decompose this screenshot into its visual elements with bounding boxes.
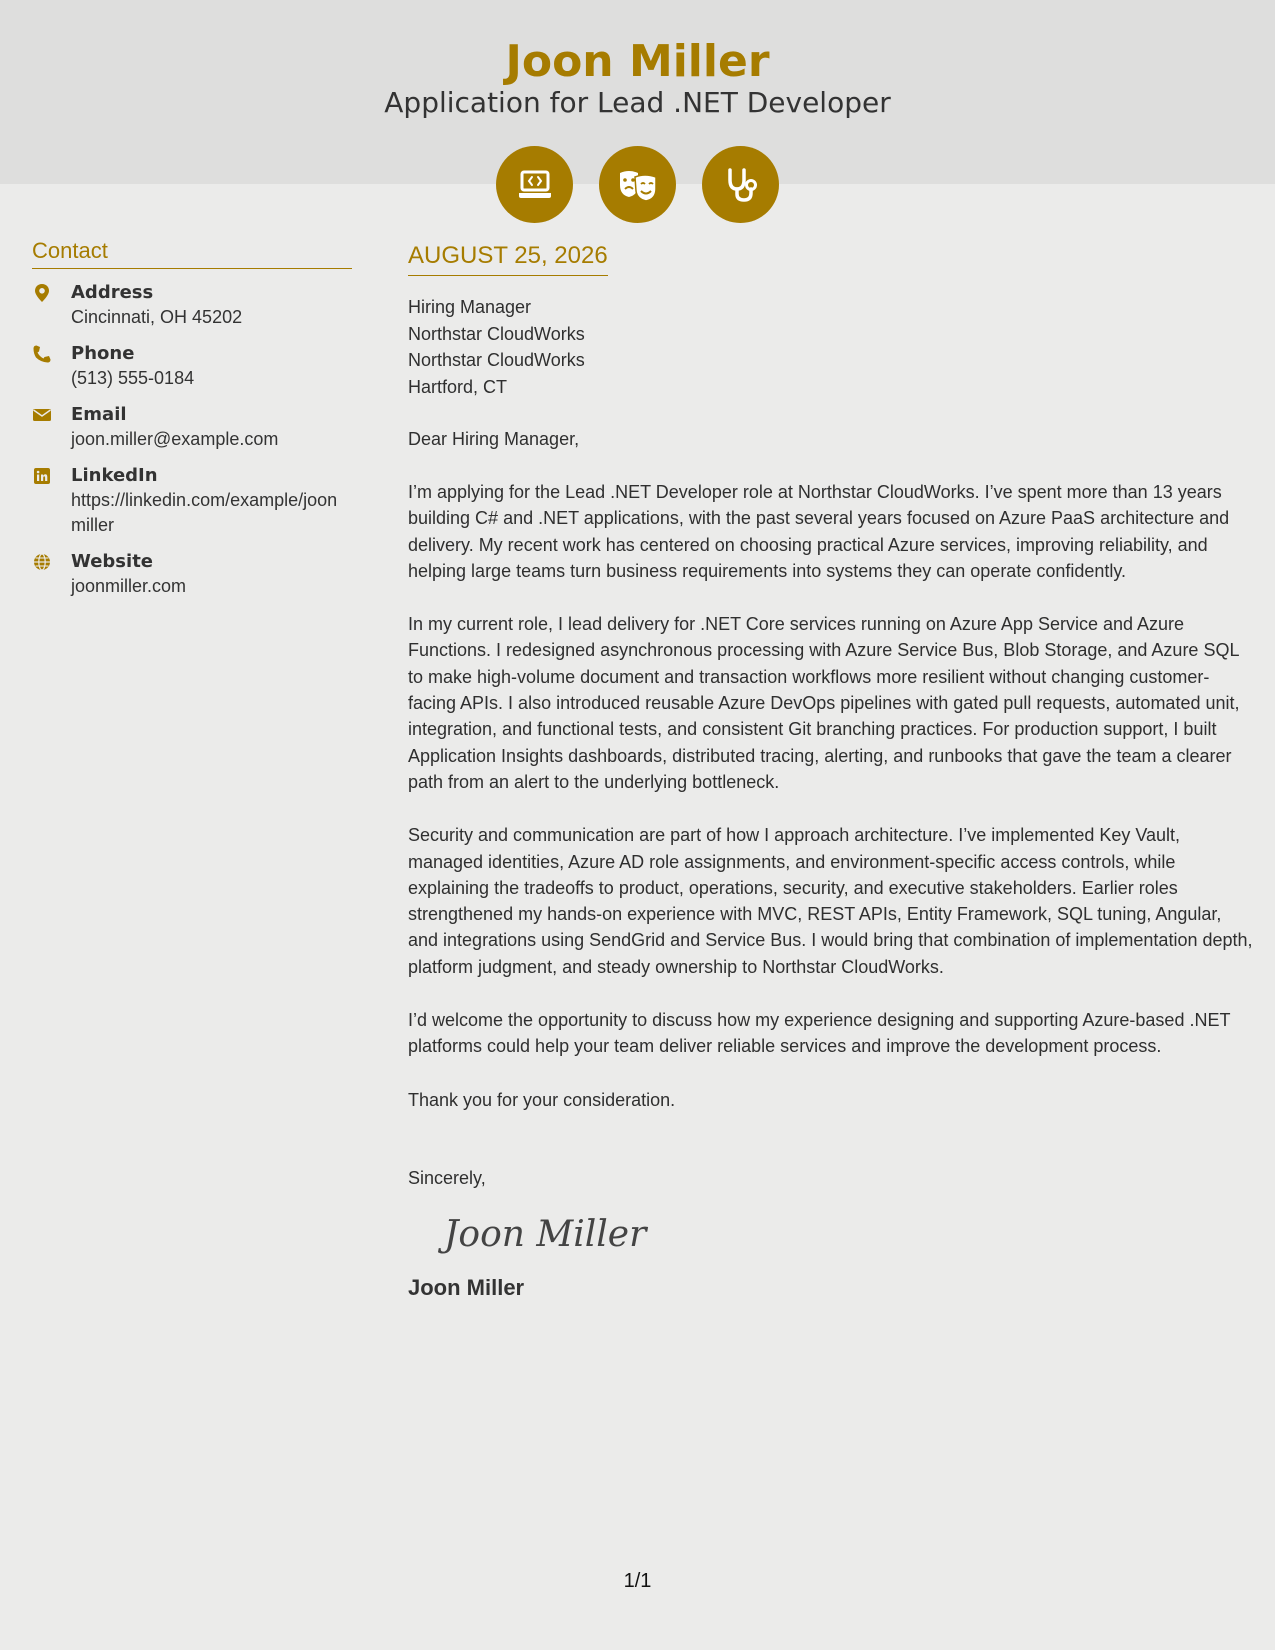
contact-linkedin xyxy=(32,464,352,538)
contact-label: Email xyxy=(71,404,127,425)
page-number: 1/1 xyxy=(623,1570,652,1592)
contact-phone xyxy=(32,342,352,391)
recipient-line: Northstar CloudWorks xyxy=(408,323,585,344)
letter-body xyxy=(408,240,1253,1303)
laptop-code-icon xyxy=(496,146,573,223)
signature: Joon Miller xyxy=(444,1213,647,1255)
letter-date: AUGUST 25, 2026 xyxy=(408,240,608,276)
contact-sidebar xyxy=(32,236,352,611)
stethoscope-icon xyxy=(702,146,779,223)
phone-value: (513) 555-0184 xyxy=(71,368,195,388)
contact-website xyxy=(32,550,352,599)
salutation: Dear Hiring Manager, xyxy=(408,429,580,449)
recipient-block xyxy=(408,294,1253,400)
linkedin-value[interactable]: https://linkedin.com/example/joonmiller xyxy=(71,490,338,535)
recipient-line: Hartford, CT xyxy=(408,376,508,397)
map-pin-icon xyxy=(32,283,52,303)
email-value: joon.miller@example.com xyxy=(71,429,279,449)
closing: Sincerely, xyxy=(408,1167,486,1188)
contact-label: LinkedIn xyxy=(71,465,158,486)
theater-masks-icon xyxy=(599,146,676,223)
recipient-line: Hiring Manager xyxy=(408,297,532,317)
contact-address xyxy=(32,281,352,330)
address-value: Cincinnati, OH 45202 xyxy=(71,307,243,327)
application-subtitle: Application for Lead .NET Developer xyxy=(384,86,891,119)
paragraph: I’d welcome the opportunity to discuss how my experience designing and supporting Azure-based .NET platforms could help your team deliver reliable services and improve the development process. xyxy=(408,1010,1231,1057)
paragraph: Thank you for your consideration. xyxy=(408,1089,676,1110)
paragraph: I’m applying for the Lead .NET Developer role at Northstar CloudWorks. I’ve spent more than 13 years building C# and .NET applications, with the past several years focused on Azure PaaS architecture and delivery. My recent work has centered on choosing practical Azure services, improving reliability, and helping large teams turn business requirements into systems they can operate confidently. xyxy=(408,482,1230,581)
contact-label: Phone xyxy=(71,343,135,364)
recipient-line: Northstar CloudWorks xyxy=(408,350,585,370)
applicant-name: Joon Miller xyxy=(505,36,770,87)
contact-list xyxy=(32,281,352,599)
contact-label: Address xyxy=(71,282,154,303)
envelope-icon xyxy=(32,405,52,425)
signer-name: Joon Miller xyxy=(408,1274,525,1300)
paragraph: Security and communication are part of how I approach architecture. I’ve implemented Key Vault, managed identities, Azure AD role assignments, and environment-specific access controls, while explaining the tradeoffs to product, operations, security, and executive stakeholders. Earlier roles strengthened my hands-on experience with MVC, REST APIs, Entity Framework, SQL tuning, Angular, and integrations using SendGrid and Service Bus. I would bring that combination of implementation depth, platform judgment, and steady ownership to Northstar CloudWorks. xyxy=(408,825,1253,977)
phone-icon xyxy=(32,344,52,364)
contact-email xyxy=(32,403,352,452)
linkedin-icon xyxy=(32,466,52,486)
globe-icon xyxy=(32,552,52,572)
contact-label: Website xyxy=(71,551,154,572)
website-value[interactable]: joonmiller.com xyxy=(71,576,187,596)
contact-heading: Contact xyxy=(32,236,352,269)
paragraph: In my current role, I lead delivery for .NET Core services running on Azure App Service and Azure Functions. I redesigned asynchronous processing with Azure Service Bus, Blob Storage, and Azure SQL to make high-volume document and transaction workflows more resilient without changing customer-facing APIs. I also introduced reusable Azure DevOps pipelines with gated pull requests, automated unit, integration, and functional tests, and consistent Git branching practices. For production support, I built Application Insights dashboards, distributed tracing, alerting, and runbooks that gave the team a clearer path from an alert to the underlying bottleneck. xyxy=(408,614,1240,792)
